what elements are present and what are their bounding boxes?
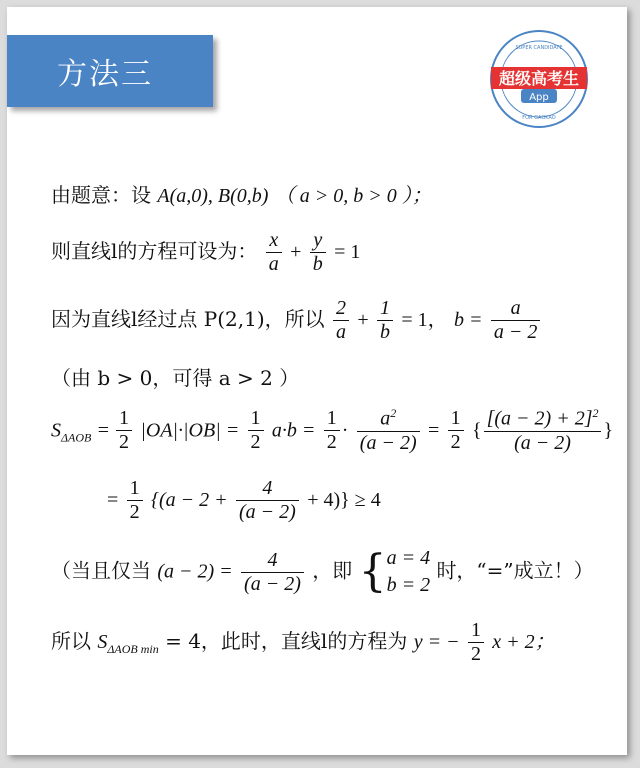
area-eq: = — [97, 419, 115, 442]
frac-half-2: $\frac{1}{2}$ — [248, 407, 264, 454]
line-conclusion — [51, 619, 555, 666]
amgm-eq: = — [107, 489, 119, 511]
line-area: $S_{\Delta AOB}$ = $\frac{1}{2}$ |OA|·|OB| = $\frac{1}{2}$ a·b = $\frac{1}{2}$ · $\frac{a^2}{(a - 2)}$ = $\frac{1}{2}$ { $\frac{[(a - 2) + 2]^2}{(a - 2)}$ } — [51, 406, 614, 454]
equality-text: （当且仅当 — [51, 558, 151, 583]
frac-half-6: $\frac{1}{2}$ — [468, 619, 484, 666]
equality-mid: (a − 2) = — [157, 560, 233, 583]
b-eq: b = — [453, 309, 483, 331]
line-intercept-form: 则直线l的方程可设为： $\frac{x}{a}$ + $\frac{y}{b}$ = 1 — [51, 229, 361, 275]
area-abs: |OA|·|OB| = — [140, 419, 240, 442]
frac-4-over: $\frac{4}{(a - 2)}$ — [236, 477, 299, 524]
through-point-eq: = 1， — [401, 309, 448, 331]
amgm-tail: + 4)} ≥ 4 — [307, 489, 381, 511]
line-amgm — [107, 477, 381, 524]
conclusion-s: S — [97, 631, 108, 653]
setup-text: 由题意：设 — [51, 183, 151, 207]
case-b: b = 2 — [386, 574, 431, 596]
condition-text: （由 b > 0，可得 a > 2 ） — [51, 366, 300, 390]
area-ab: a·b = — [271, 419, 316, 442]
area-dot: · — [341, 419, 349, 442]
frac-y-over-b: $\frac{y}{b}$ — [310, 229, 326, 276]
line-setup — [51, 179, 432, 208]
line-equality: （当且仅当 (a − 2) = $\frac{4}{(a - 2)}$ ，即 { a = 4 b = 2 时，“=”成立！） — [51, 546, 594, 597]
svg-text:超级高考生: 超级高考生 — [498, 69, 580, 88]
frac-half-3: $\frac{1}{2}$ — [324, 407, 340, 454]
svg-text:App: App — [529, 92, 549, 103]
frac-2-over-a: $\frac{2}{a}$ — [333, 297, 349, 344]
cases — [387, 545, 431, 599]
frac-a2: $\frac{a^2}{(a - 2)}$ — [357, 407, 420, 455]
frac-1-over-b: $\frac{1}{b}$ — [377, 297, 393, 344]
conclusion-eq: = 4，此时，直线l的方程为 — [165, 629, 408, 653]
frac-half-5: $\frac{1}{2}$ — [127, 477, 143, 524]
line-through-point: 因为直线l经过点 P(2,1)，所以 $\frac{2}{a}$ + $\frac{1}{b}$ = 1， b = $\frac{a}{a - 2}$ — [51, 297, 542, 344]
frac-a-over-a-minus-2: $\frac{a}{a - 2}$ — [491, 297, 541, 344]
page-card — [7, 7, 627, 755]
setup-condition: （ a > 0, b > 0 ）； — [274, 185, 432, 207]
area-sub: ΔAOB — [61, 430, 92, 445]
equality-after: ，即 — [312, 558, 353, 583]
frac-expand: $\frac{[(a - 2) + 2]^2}{(a - 2)}$ — [484, 407, 602, 455]
svg-text:FOR GAOKAO: FOR GAOKAO — [522, 115, 556, 121]
conclusion-text: 所以 — [51, 629, 91, 653]
frac-x-over-a: $\frac{x}{a}$ — [266, 229, 282, 276]
svg-text:SUPER CANDIDATE: SUPER CANDIDATE — [515, 45, 563, 51]
method-title: 方法三 — [57, 57, 153, 92]
equality-end: 时，“=”成立！） — [436, 558, 594, 583]
frac-half-1: $\frac{1}{2}$ — [116, 407, 132, 454]
through-point-text: 因为直线l经过点 P(2,1)，所以 — [51, 307, 325, 331]
conclusion-tail: x + 2； — [492, 631, 555, 653]
setup-points: A(a,0), B(0,b) — [157, 185, 269, 207]
intercept-text: 则直线l的方程可设为： — [51, 239, 258, 263]
conclusion-sub: ΔAOB min — [107, 642, 159, 656]
case-a: a = 4 — [386, 547, 431, 569]
frac-half-4: $\frac{1}{2}$ — [448, 407, 464, 454]
area-s: S — [51, 419, 61, 442]
frac-4-over-2: $\frac{4}{(a - 2)}$ — [241, 549, 304, 596]
line-condition — [51, 362, 299, 391]
intercept-eq: = 1 — [334, 241, 361, 263]
conclusion-y: y = − — [413, 631, 460, 653]
amgm-body: {(a − 2 + — [151, 489, 228, 511]
method-banner — [7, 35, 213, 107]
brand-logo-icon — [489, 29, 589, 129]
